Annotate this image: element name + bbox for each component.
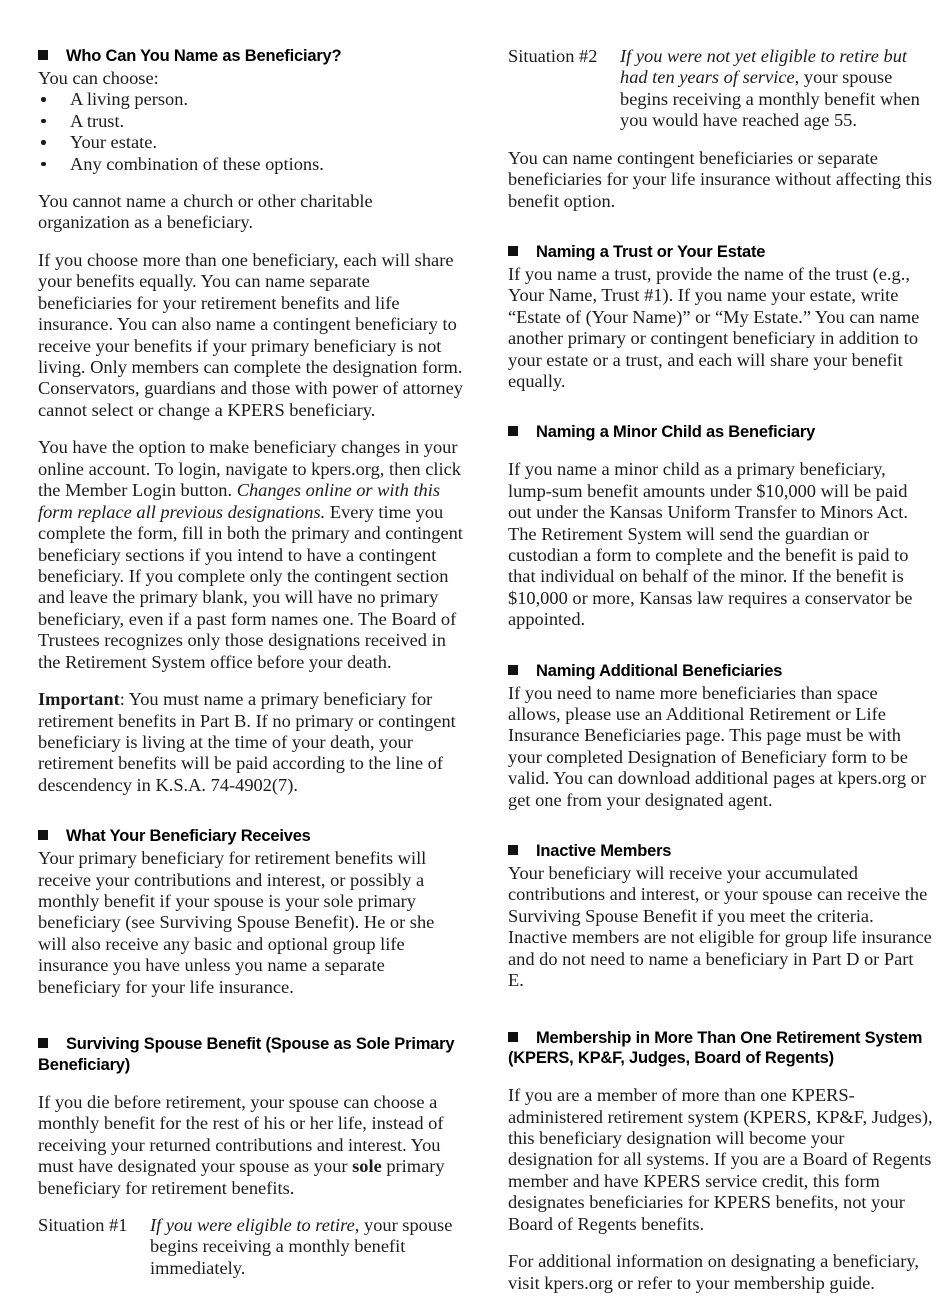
- paragraph-naming-additional-beneficiaries: If you need to name more beneficiaries than space allows, please use an Additional Retirement or Life Insurance Beneficiaries page. This page must be with your completed Designation of Beneficiary form to be valid. You can download additional pages at kpers.org or get one from your designated agent.: [508, 682, 926, 810]
- heading-text: What Your Beneficiary Receives: [66, 827, 311, 846]
- section-heading-naming-additional-beneficiaries: [508, 661, 933, 682]
- important-text: : You must name a primary beneficiary for retirement benefits in Part B. If no primary or contingent beneficiary is living at the time of your death, your retirement benefits will be paid according to the line of descendency in K.S.A. 74-4902(7).: [38, 689, 456, 795]
- section-heading-surviving-spouse-benefit: [38, 1034, 463, 1076]
- paragraph-naming-trust-or-estate: If you name a trust, provide the name of the trust (e.g., Your Name, Trust #1). If you name your estate, write “Estate of (Your Name)” or “My Estate.” You can name another primary or contingent beneficiary in addition to your estate or a trust, and each will share your benefit equally.: [508, 263, 920, 392]
- bullet-dot-icon: [41, 97, 46, 102]
- left-column: [38, 46, 463, 1295]
- spouse-text-part2: primary beneficiary for retirement benefits.: [38, 1156, 445, 1198]
- paragraph-what-beneficiary-receives: Your primary beneficiary for retirement benefits will receive your contributions and interest, or possibly a monthly benefit if your spouse is your sole primary beneficiary (see Surviving Spouse Benefit). He or she will also receive any basic and optional group life insurance you have unless you name a separate beneficiary for your life insurance.: [38, 848, 435, 997]
- situation-2-text: [620, 46, 933, 132]
- online-text-italic: Changes online or with this form replace all previous designations.: [38, 480, 441, 522]
- spouse-sole-bold: sole: [352, 1156, 382, 1177]
- paragraph-contingent-life-insurance: You can name contingent beneficiaries or separate beneficiaries for your life insurance without affecting this benefit option.: [508, 147, 933, 211]
- section-heading-membership-multiple-systems: [508, 1028, 933, 1070]
- section-heading-inactive-members: [508, 841, 933, 862]
- heading-text: Naming Additional Beneficiaries: [536, 661, 783, 680]
- list-item: [38, 89, 463, 110]
- heading-text: Who Can You Name as Beneficiary?: [66, 47, 342, 65]
- square-bullet-icon: [38, 1038, 48, 1048]
- heading-text: Surviving Spouse Benefit (Spouse as Sole Primary Beneficiary): [38, 1035, 455, 1074]
- square-bullet-icon: [38, 50, 48, 60]
- square-bullet-icon: [508, 1032, 518, 1042]
- heading-text: Naming a Trust or Your Estate: [536, 243, 766, 262]
- situation-1-text: [150, 1215, 463, 1279]
- online-text-part1: You have the option to make beneficiary changes in your online account. To login, navigate to kpers.org, then click the Member Login button.: [38, 437, 461, 501]
- section-heading-who-can-you-name: [38, 46, 463, 67]
- heading-text: Inactive Members: [536, 842, 672, 861]
- bullet-dot-icon: [41, 162, 46, 167]
- spouse-text-part1: If you die before retirement, your spouse can choose a monthly benefit for the rest of his or her life, instead of receiving your returned contributions and interest. You must have designated your spouse as your: [38, 1091, 444, 1177]
- situation-1-label: Situation #1: [38, 1214, 128, 1235]
- paragraph-naming-minor-child: If you name a minor child as a primary beneficiary, lump-sum benefit amounts under $10,000 will be paid out under the Kansas Uniform Transfer to Minors Act. The Retirement System will send the guardian or custodian a form to complete and the benefit is paid to that individual on behalf of the minor. If the benefit is $10,000 or more, Kansas law requires a conservator be appointed.: [508, 459, 913, 630]
- paragraph-online-changes: [38, 437, 463, 673]
- section-heading-naming-minor-child: [508, 422, 933, 443]
- situation-row-2: [508, 46, 933, 132]
- paragraph-membership-multiple-systems: If you are a member of more than one KPERS-administered retirement system (KPERS, KP&F, Judges), this beneficiary designation will become your designation for all systems. If you are a Board of Regents member and have KPERS service credit, this form designates beneficiaries for KPERS benefits, not your Board of Regents benefits.: [508, 1085, 933, 1234]
- list-item-label: A living person.: [70, 89, 189, 110]
- square-bullet-icon: [508, 426, 518, 436]
- square-bullet-icon: [508, 246, 518, 256]
- paragraph-inactive-members: Your beneficiary will receive your accumulated contributions and interest, or your spouse can receive the Surviving Spouse Benefit if you meet the criteria. Inactive members are not eligible for group life insurance and do not need to name a beneficiary in Part D or Part E.: [508, 862, 932, 991]
- situation-row-1: [38, 1215, 463, 1279]
- list-item-label: Your estate.: [70, 132, 158, 153]
- beneficiary-options-list: [38, 89, 463, 175]
- paragraph-no-church: You cannot name a church or other charitable organization as a beneficiary.: [38, 190, 373, 233]
- right-column: [508, 46, 933, 1310]
- list-item-label: A trust.: [70, 110, 125, 131]
- online-text-part2: Every time you complete the form, fill in both the primary and contingent beneficiary sections if you intend to have a contingent beneficiary. If you complete only the contingent section and leave the primary blank, you will have no primary beneficiary, even if a past form names one. The Board of Trustees recognizes only those designations received in the Retirement System office before your death.: [38, 501, 463, 672]
- square-bullet-icon: [508, 845, 518, 855]
- paragraph-you-can-choose: You can choose:: [38, 67, 159, 88]
- situation-1-italic: If you were eligible to retire: [150, 1214, 355, 1235]
- paragraph-important: [38, 689, 463, 796]
- section-heading-naming-trust-or-estate: [508, 242, 933, 263]
- list-item: [38, 132, 463, 153]
- heading-text: Naming a Minor Child as Beneficiary: [536, 423, 816, 442]
- important-label: Important: [38, 689, 120, 710]
- list-item-label: Any combination of these options.: [70, 153, 324, 174]
- list-item: [38, 111, 463, 132]
- square-bullet-icon: [38, 830, 48, 840]
- situation-1-rest: , your spouse begins receiving a monthly benefit immediately.: [150, 1214, 453, 1278]
- two-column-layout: [38, 46, 933, 1310]
- list-item: [38, 154, 463, 175]
- paragraph-surviving-spouse: [38, 1092, 463, 1199]
- bullet-dot-icon: [41, 119, 46, 124]
- square-bullet-icon: [508, 665, 518, 675]
- paragraph-additional-information: For additional information on designating a beneficiary, visit kpers.org or refer to your membership guide.: [508, 1251, 919, 1293]
- situation-2-rest: , your spouse begins receiving a monthly benefit when you would have reached age 55.: [620, 67, 920, 131]
- section-heading-what-beneficiary-receives: [38, 826, 463, 847]
- situation-2-italic: If you were not yet eligible to retire but had ten years of service: [620, 46, 908, 88]
- paragraph-multiple-beneficiaries: If you choose more than one beneficiary, each will share your benefits equally. You can name separate beneficiaries for your retirement benefits and life insurance. You can also name a contingent beneficiary to receive your benefits if your primary beneficiary is not living. Only members can complete the designation form. Conservators, guardians and those with power of attorney cannot select or change a KPERS beneficiary.: [38, 249, 463, 420]
- situation-2-label: Situation #2: [508, 46, 598, 66]
- heading-text: Membership in More Than One Retirement System (KPERS, KP&F, Judges, Board of Regents): [508, 1028, 923, 1068]
- bullet-dot-icon: [41, 140, 46, 145]
